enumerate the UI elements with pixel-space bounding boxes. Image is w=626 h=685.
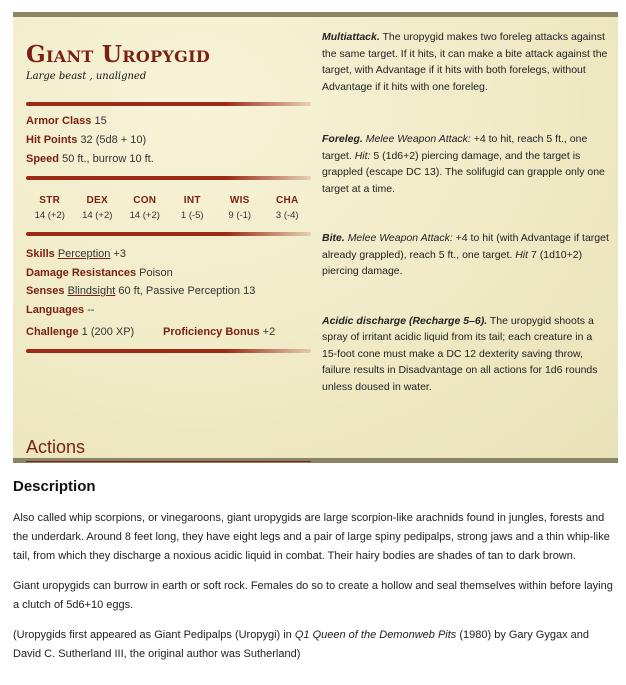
ability-wis [217, 195, 263, 221]
skills-label: Skills [26, 248, 55, 260]
origin-text-end: (1980) by Gary Gygax and David C. Sutherland III, the original author was Sutherland) [13, 629, 589, 660]
languages [26, 304, 94, 316]
ability-con [122, 195, 168, 221]
ability-name: INT [183, 195, 201, 206]
ability-name: WIS [229, 195, 250, 206]
foreleg-to-hit: +4 to hit, reach 5 ft., one target. [322, 133, 588, 162]
foreleg-attack-type: Melee Weapon Attack: [365, 133, 471, 145]
creature-name: Giant Uropygid [26, 41, 211, 68]
skills-value: +3 [113, 248, 127, 260]
ability-value: 3 (-4) [275, 210, 299, 221]
multiattack-action [322, 29, 609, 95]
description-paragraph: Also called whip scorpions, or vinegaroons, giant uropygids are large scorpion-like arachnids found in jungles, forests and the underdark. Around 8 feet long, they have eight legs and a pair of large spiny pedipalps, strong jaws and a thin whip-like tail, from which they discharge a noxious acidic liquid in combat. Their hairy bodies are shades of tan to dark brown. [13, 512, 610, 562]
multiattack-title: Multiattack. [322, 31, 380, 43]
stat-block-actions-column [322, 29, 609, 395]
hit-points-value: 32 (5d8 + 10) [80, 134, 147, 146]
foreleg-action [322, 131, 609, 197]
stat-block-left-column [26, 27, 311, 457]
ability-value: 1 (-5) [180, 210, 204, 221]
actions-underline [26, 461, 311, 462]
ability-value: 14 (+2) [34, 210, 65, 221]
bite-action [322, 230, 609, 280]
proficiency-label: Proficiency Bonus [163, 326, 260, 338]
ability-value: 14 (+2) [129, 210, 160, 221]
damage-resistances-value: Poison [139, 267, 173, 279]
challenge-value: 1 (200 XP) [81, 326, 135, 338]
bite-to-hit: +4 to hit (with Advantage if target already grappled), reach 5 ft., one target. [322, 232, 609, 261]
description-paragraph [13, 626, 617, 664]
armor-class-value: 15 [94, 115, 107, 127]
armor-class-label: Armor Class [26, 115, 92, 127]
divider-rule [26, 349, 311, 353]
perception-link[interactable]: Perception [57, 248, 111, 260]
bite-title: Bite. [322, 232, 345, 244]
armor-class [26, 115, 107, 127]
ability-scores [26, 195, 311, 221]
bite-attack-type: Melee Weapon Attack: [347, 232, 453, 244]
acidic-discharge-action [322, 313, 609, 396]
foreleg-damage: 5 (1d6+2) piercing damage, and the target is grappled (escape DC 13). The solifugid can grapple only one target at a time. [322, 149, 605, 195]
hit-points [26, 134, 146, 146]
senses-label: Senses [26, 285, 65, 297]
ability-value: 14 (+2) [82, 210, 113, 221]
challenge-label: Challenge [26, 326, 79, 338]
skills [26, 248, 126, 260]
ability-name: CON [133, 195, 157, 206]
description-section [13, 478, 617, 675]
description-heading: Description [13, 478, 96, 495]
senses-value: 60 ft, Passive Perception 13 [118, 285, 256, 297]
speed-label: Speed [26, 153, 60, 165]
ability-int [169, 195, 215, 221]
ability-value: 9 (-1) [228, 210, 252, 221]
module-title: Q1 Queen of the Demonweb Pits [294, 629, 457, 641]
bite-damage: 7 (1d10+2) piercing damage. [322, 248, 583, 277]
foreleg-hit-label: Hit: [354, 149, 371, 162]
actions-heading: Actions [26, 437, 86, 457]
acidic-discharge-title: Acidic discharge (Recharge 5–6). [322, 314, 488, 327]
creature-type: Large beast , unaligned [26, 71, 147, 82]
divider-rule [26, 232, 311, 236]
proficiency-bonus [163, 326, 275, 338]
speed-value: 50 ft., burrow 10 ft. [62, 153, 154, 165]
ability-dex [74, 195, 120, 221]
challenge [26, 326, 134, 338]
description-paragraph: Giant uropygids can burrow in earth or soft rock. Females do so to create a hollow and seal themselves within before laying a clutch of 5d6+10 eggs. [13, 580, 613, 611]
languages-label: Languages [26, 304, 85, 316]
stat-block [13, 12, 618, 463]
damage-resistances-label: Damage Resistances [26, 267, 137, 279]
blindsight-link[interactable]: Blindsight [67, 285, 116, 297]
ability-str [27, 195, 73, 221]
speed [26, 153, 154, 165]
divider-rule [26, 102, 311, 106]
hit-points-label: Hit Points [26, 134, 78, 146]
divider-rule [26, 176, 311, 180]
damage-resistances [26, 267, 173, 279]
senses [26, 285, 255, 297]
languages-value: -- [87, 304, 95, 316]
acidic-discharge-text: The uropygid shoots a spray of irritant acidic liquid from its tail; each creature in a 15-foot cone must make a DC 12 dexterity saving throw, failure results in Disadvantage on all actions for 1d6 rounds unless doused in water. [322, 314, 598, 393]
proficiency-value: +2 [262, 326, 276, 338]
multiattack-text: The uropygid makes two foreleg attacks against the same target. If it hits, it can make a bite attack against the target, with Advantage if it hits with both forelegs, without Advantage if it hits with one foreleg. [322, 31, 608, 93]
ability-name: CHA [275, 195, 299, 206]
ability-name: DEX [86, 195, 108, 206]
ability-cha [264, 195, 310, 221]
foreleg-title: Foreleg. [322, 133, 363, 145]
origin-text: (Uropygids first appeared as Giant Pedipalps (Uropygi) in [13, 629, 295, 641]
bite-hit-label: Hit [515, 248, 529, 261]
ability-name: STR [39, 195, 61, 206]
